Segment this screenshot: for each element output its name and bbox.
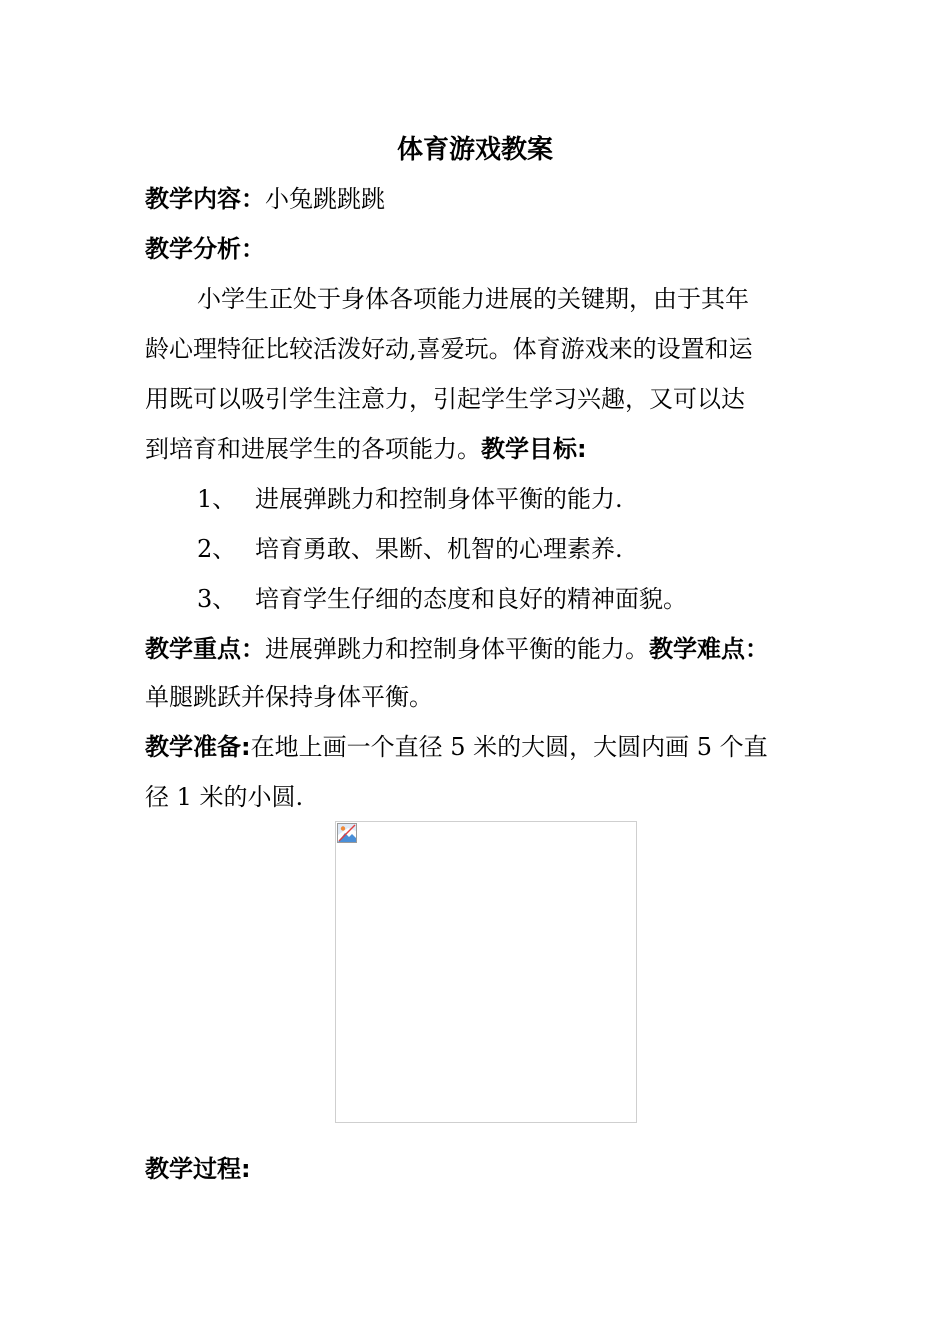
goal-text-1: 进展弹跳力和控制身体平衡的能力.: [255, 485, 623, 513]
goal-number-3: 3、: [197, 585, 237, 613]
goal-number-2: 2、: [197, 535, 237, 563]
preparation-line-1: 在地上画一个直径 5 米的大圆，大圆内画 5 个直: [250, 733, 768, 761]
broken-image-icon: [337, 823, 357, 843]
content-row: [145, 184, 385, 214]
preparation-row: [145, 732, 768, 762]
preparation-label: 教学准备:: [145, 733, 251, 761]
key-point-value: 进展弹跳力和控制身体平衡的能力。: [265, 635, 649, 663]
difficulty-value: 单腿跳跃并保持身体平衡。: [145, 683, 433, 711]
process-label: 教学过程:: [145, 1155, 251, 1183]
key-point-row: [145, 634, 769, 664]
page-title: 体育游戏教案: [396, 135, 553, 165]
goal-text-2: 培育勇敢、果断、机智的心理素养.: [255, 535, 623, 563]
content-label: 教学内容：: [145, 185, 265, 213]
goal-number-1: 1、: [197, 485, 237, 513]
analysis-label: 教学分析：: [145, 235, 265, 263]
analysis-line-4: [145, 434, 587, 464]
goal-text-3: 培育学生仔细的态度和良好的精神面貌。: [255, 585, 687, 613]
analysis-line-1: 小学生正处于身体各项能力进展的关键期，由于其年: [197, 285, 749, 313]
field-diagram-image: [335, 821, 637, 1123]
analysis-line-3: 用既可以吸引学生注意力，引起学生学习兴趣，又可以达: [145, 385, 745, 413]
goals-label: 教学目标:: [481, 435, 587, 463]
preparation-line-2: 径 1 米的小圆.: [145, 783, 304, 811]
key-point-label: 教学重点：: [145, 635, 265, 663]
analysis-line-2: 龄心理特征比较活泼好动,喜爱玩。体育游戏来的设置和运: [145, 335, 753, 363]
content-value: 小兔跳跳跳: [265, 185, 385, 213]
analysis-last-line: 到培育和进展学生的各项能力。: [145, 435, 481, 463]
difficulty-label: 教学难点：: [649, 635, 769, 663]
